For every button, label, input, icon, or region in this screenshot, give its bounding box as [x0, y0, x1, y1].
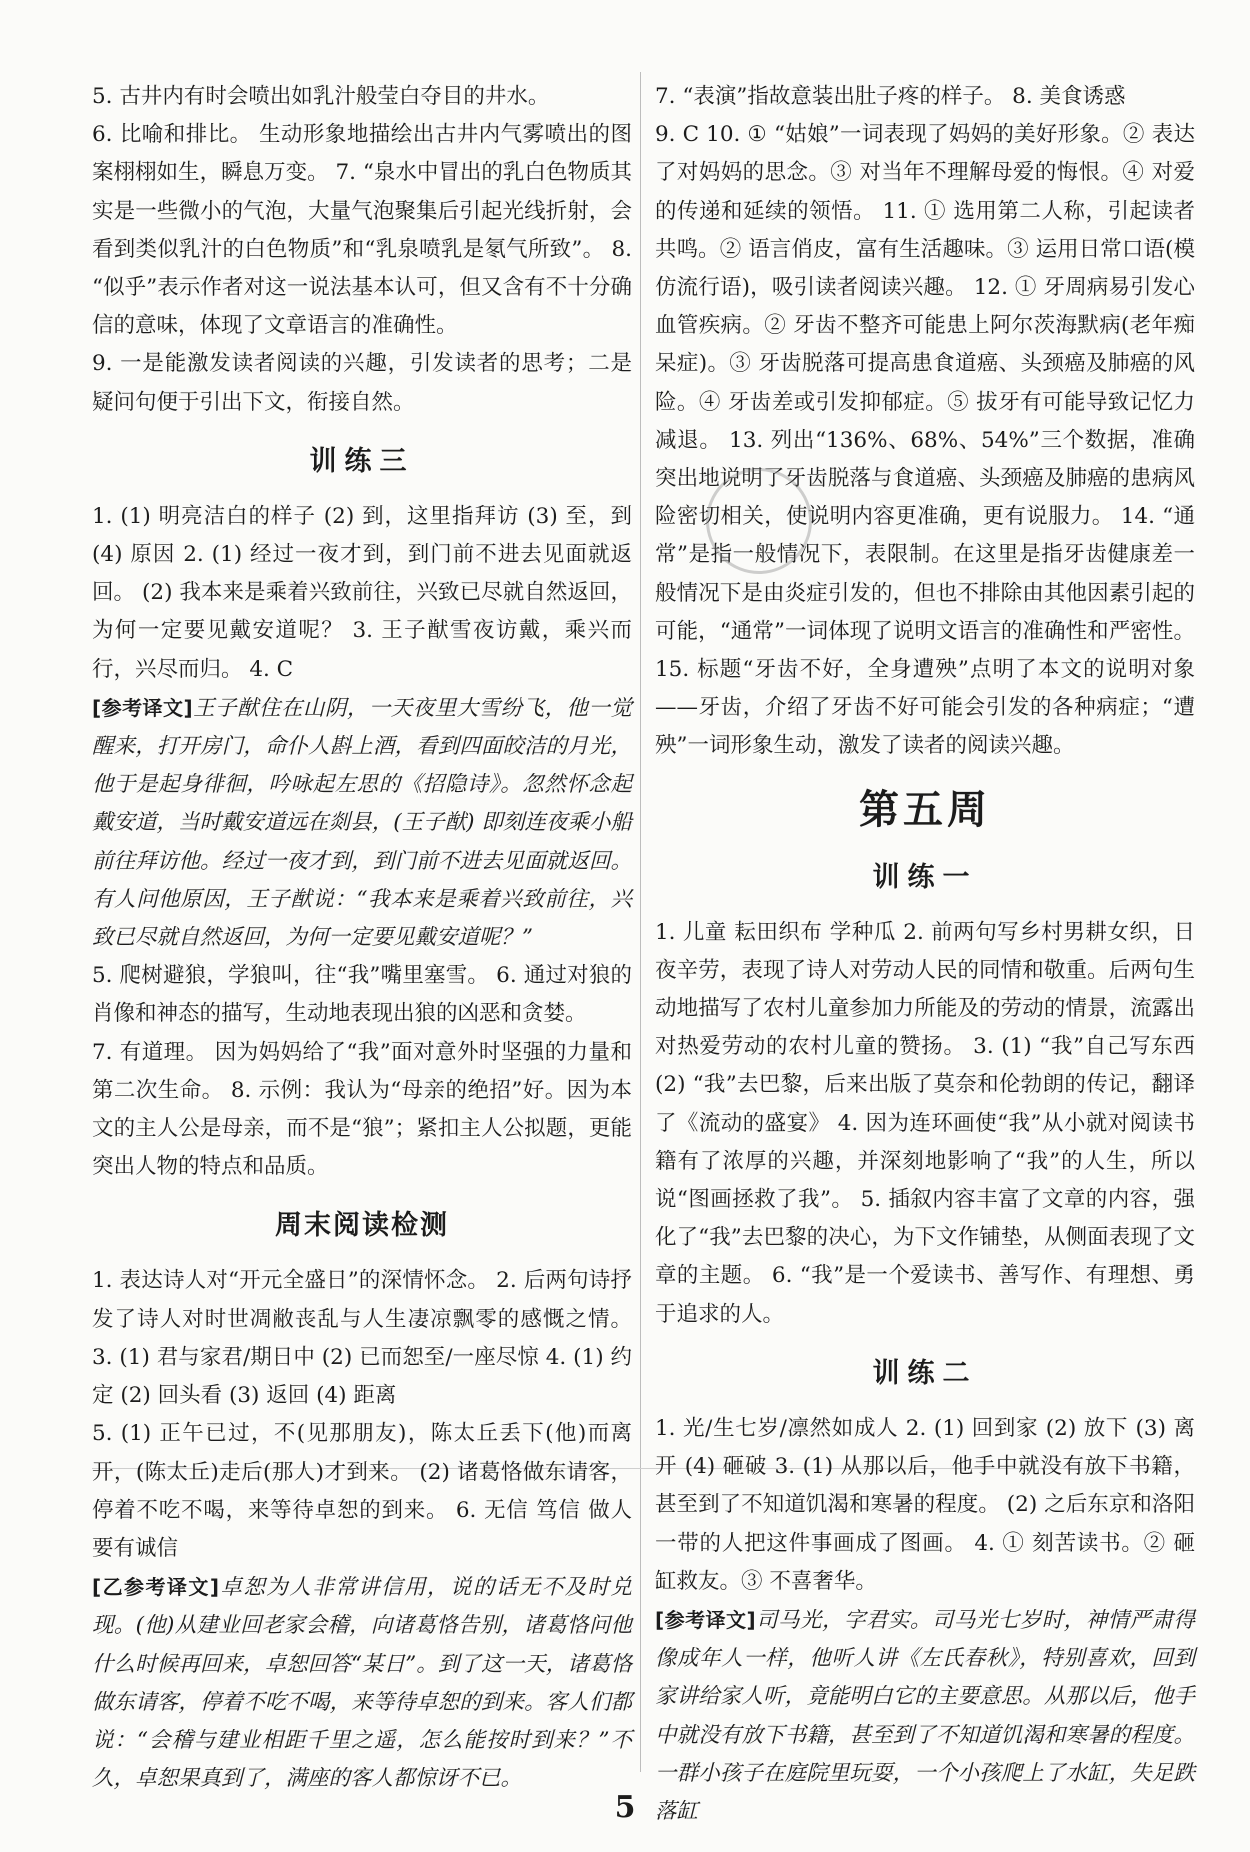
answer-paragraph: 1. 表达诗人对“开元全盛日”的深情怀念。 2. 后两句诗抒发了诗人对时世凋敝丧乱与人生凄凉飘零的感慨之情。 3. (1) 君与家君/期日中 (2) 已而恕至/一座尽惊 4. (1) 约定 (2) 回头看 (3) 返回 (4) 距离 [92, 1268, 632, 1409]
translation-paragraph [92, 689, 632, 957]
answer-paragraph: 1. (1) 明亮洁白的样子 (2) 到，这里指拜访 (3) 至，到 (4) 原因 2. (1) 经过一夜才到，到门前不进去见面就返回。 (2) 我本来是乘着兴致前往，兴致已尽就自然返回，为何一定要见戴安道呢？ 3. 王子猷雪夜访戴，乘兴而行，兴尽而归。 4. C [92, 503, 632, 682]
section-heading-train-1: 训练一 [872, 861, 978, 893]
answer-paragraph: 6. 比喻和排比。 生动形象地描绘出古井内气雾喷出的图案栩栩如生，瞬息万变。 7. “泉水中冒出的乳白色物质其实是一些微小的气泡，大量气泡聚集后引起光线折射，会看到类似乳汁的白色物质”和“乳泉喷乳是氡气所致”。 8. “似乎”表示作者对这一说法基本认可，但又含有不十分确信的意味，体现了文章语言的准确性。 [92, 122, 632, 339]
reference-translation-tag: [乙参考译文] [92, 1575, 219, 1600]
section-heading-weekend: 周末阅读检测 [275, 1210, 449, 1242]
week-heading: 第五周 [859, 786, 991, 833]
answer-paragraph: 7. 有道理。 因为妈妈给了“我”面对意外时坚强的力量和第二次生命。 8. 示例：我认为“母亲的绝招”好。因为本文的主人公是母亲，而不是“狼”；紧扣主人公拟题，更能突出人物的特点和品质。 [92, 1039, 632, 1180]
answer-paragraph: 7. “表演”指故意装出肚子疼的样子。 8. 美食诱惑 [655, 84, 1126, 109]
translation-text: 卓恕为人非常讲信用，说的话无不及时兑现。(他)从建业回老家会稽，向诸葛恪告别，诸葛恪问他什么时候再回来，卓恕回答“某日”。到了这一天，诸葛恪做东请客，停着不吃不喝，来等待卓恕的到来。客人们都说：“会稽与建业相距千里之遥，怎么能按时到来？”不久，卓恕果真到了，满座的客人都惊讶不已。 [92, 1575, 632, 1792]
reference-translation-tag: [参考译文] [92, 695, 193, 720]
translation-text: 王子猷住在山阴，一天夜里大雪纷飞，他一觉醒来，打开房门，命仆人斟上酒，看到四面皎洁的月光，他于是起身徘徊，吟咏起左思的《招隐诗》。忽然怀念起戴安道，当时戴安道远在剡县，(王子猷) 即刻连夜乘小船前往拜访他。经过一夜才到，到门前不进去见面就返回。有人问他原因，王子猷说：“我本来是乘着兴致前往，兴致已尽就自然返回，为何一定要见戴安道呢？” [92, 695, 632, 951]
right-column [655, 78, 1195, 1831]
answer-paragraph: 5. (1) 正午已过，不(见那朋友)，陈太丘丢下(他)而离开，(陈太丘)走后(那人)才到来。 (2) 诸葛恪做东请客，停着不吃不喝，来等待卓恕的到来。 6. 无信 笃信 做人要有诚信 [92, 1421, 632, 1561]
answer-paragraph: 9. 一是能激发读者阅读的兴趣，引发读者的思考；二是疑问句便于引出下文，衔接自然。 [92, 351, 632, 415]
section-heading-train-2: 训练二 [872, 1357, 978, 1389]
translation-text: 司马光，字君实。司马光七岁时，神情严肃得像成年人一样，他听人讲《左氏春秋》，特别喜欢，回到家讲给家人听，竟能明白它的主要意思。从那以后，他手中就没有放下书籍，甚至到了不知道饥渴和寒暑的程度。一群小孩子在庭院里玩耍，一个小孩爬上了水缸，失足跌落缸 [655, 1607, 1195, 1824]
page-number: 5 [614, 1790, 636, 1825]
answer-paragraph: 1. 儿童 耘田织布 学种瓜 2. 前两句写乡村男耕女织，日夜辛劳，表现了诗人对劳动人民的同情和敬重。后两句生动地描写了农村儿童参加力所能及的劳动的情景，流露出对热爱劳动的农村儿童的赞扬。 3. (1) “我”自己写东西 (2) “我”去巴黎，后来出版了莫奈和伦勃朗的传记，翻译了《流动的盛宴》 4. 因为连环画使“我”从小就对阅读书籍有了浓厚的兴趣，并深刻地影响了“我”的人生，所以说“图画拯救了我”。 5. 插叙内容丰富了文章的内容，强化了“我”去巴黎的决心，为下文作铺垫，从侧面表现了文章的主题。 6. “我”是一个爱读书、善写作、有理想、勇于追求的人。 [655, 919, 1195, 1327]
translation-paragraph [92, 1568, 632, 1798]
section-heading-train-3: 训练三 [309, 445, 415, 477]
answer-paragraph: 1. 光/生七岁/凛然如成人 2. (1) 回到家 (2) 放下 (3) 离开 (4) 砸破 3. (1) 从那以后，他手中就没有放下书籍，甚至到了不知道饥渴和寒暑的程度。 (2) 之后东京和洛阳一带的人把这件事画成了图画。 4. ① 刻苦读书。② 砸缸救友。③ 不喜奢华。 [655, 1415, 1195, 1594]
answer-paragraph: 9. C 10. ① “姑娘”一词表现了妈妈的美好形象。② 表达了对妈妈的思念。③ 对当年不理解母爱的悔恨。④ 对爱的传递和延续的领悟。 11. ① 选用第二人称，引起读者共鸣。② 语言俏皮，富有生活趣味。③ 运用日常口语(模仿流行语)，吸引读者阅读兴趣。 12. ① 牙周病易引发心血管疾病。② 牙齿不整齐可能患上阿尔茨海默病(老年痴呆症)。③ 牙齿脱落可提高患食道癌、头颈癌及肺癌的风险。④ 牙齿差或引发抑郁症。⑤ 拔牙有可能导致记忆力减退。 13. 列出“136%、68%、54%”三个数据，准确突出地说明了牙齿脱落与食道癌、头颈癌及肺癌的患病风险密切相关，使说明内容更准确，更有说服力。 14. “通常”是指一般情况下，表限制。在这里是指牙齿健康差一般情况下是由炎症引发的，但也不排除由其他因素引起的可能，“通常”一词体现了说明文语言的准确性和严密性。 15. 标题“牙齿不好，全身遭殃”点明了本文的说明对象——牙齿，介绍了牙齿不好可能会引发的各种病症；“遭殃”一词形象生动，激发了读者的阅读兴趣。 [655, 122, 1195, 759]
column-divider [640, 72, 641, 1772]
left-column [92, 78, 632, 1798]
answer-paragraph: 5. 爬树避狼，学狼叫，往“我”嘴里塞雪。 6. 通过对狼的肖像和神态的描写，生动地表现出狼的凶恶和贪婪。 [92, 963, 632, 1027]
stamp-watermark-icon [706, 468, 812, 574]
reference-translation-tag: [参考译文] [655, 1607, 756, 1632]
answer-paragraph: 5. 古井内有时会喷出如乳汁般莹白夺目的井水。 [92, 84, 550, 109]
